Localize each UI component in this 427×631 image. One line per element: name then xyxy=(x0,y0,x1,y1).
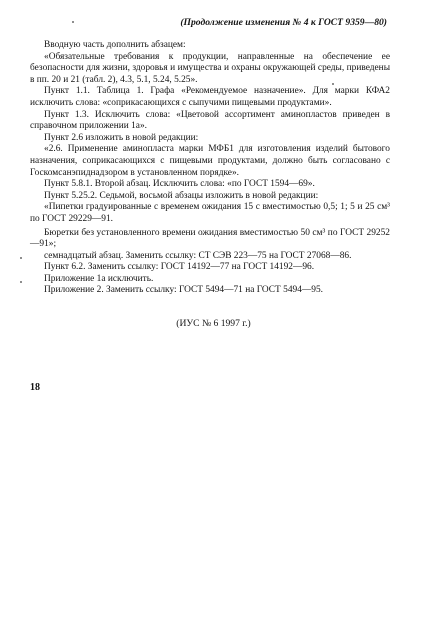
scan-speck xyxy=(332,83,334,85)
amendment-text xyxy=(30,40,390,297)
paragraph-safety-requirements: «Обязательные требования к продукции, направленные на обеспечение ее безопасности для жизни, здоровья и имущества и охраны окружающей среды, приведены в пп. 20 и 21 (табл. 2), 4.3, 5.1, 5.24, 5.25». xyxy=(30,51,390,85)
scan-speck xyxy=(20,257,22,259)
running-header: (Продолжение изменения № 4 к ГОСТ 9359—80) xyxy=(180,17,387,28)
paragraph-item-2-6-text: «2.6. Применение аминопласта марки МФБ1 для изготовления изделий бытового назначения, соприкасающихся с пищевыми продуктами, должно быть согласовано с Госкомсанэпиднадзором в установленном порядке». xyxy=(30,144,390,178)
paragraph-appendix-1a: Приложение 1а исключить. xyxy=(44,273,154,284)
paragraph-item-1-3: Пункт 1.3. Исключить слова: «Цветовой ассортимент аминопластов приведен в справочном приложении 1а». xyxy=(30,109,390,132)
scan-speck xyxy=(72,21,74,23)
paragraph-item-5-25-2: Пункт 5.25.2. Седьмой, восьмой абзацы изложить в новой редакции: xyxy=(44,190,319,201)
paragraph-seventeenth: семнадцатый абзац. Заменить ссылку: СТ СЭВ 223—75 на ГОСТ 27068—86. xyxy=(44,250,352,261)
paragraph-item-2-6: Пункт 2.6 изложить в новой редакции: xyxy=(44,132,199,143)
paragraph-item-5-8-1: Пункт 5.8.1. Второй абзац. Исключить слова: «по ГОСТ 1594—69». xyxy=(44,179,315,190)
scan-speck xyxy=(20,281,22,283)
paragraph-item-1-1: Пункт 1.1. Таблица 1. Графа «Рекомендуемое назначение». Для марки КФА2 исключить слова: «соприкасающихся с сыпучими пищевыми продуктами». xyxy=(30,86,390,108)
page-number: 18 xyxy=(30,382,40,393)
publication-reference: (ИУС № 6 1997 г.) xyxy=(176,318,251,329)
paragraph-burettes: Бюретки без установленного времени ожидания вместимостью 50 см³ по ГОСТ 29252—91»; xyxy=(30,227,390,250)
paragraph-intro: Вводную часть дополнить абзацем: xyxy=(44,40,186,50)
paragraph-appendix-2: Приложение 2. Заменить ссылку: ГОСТ 5494—71 на ГОСТ 5494—95. xyxy=(44,285,323,296)
paragraph-item-6-2: Пункт 6.2. Заменить ссылку: ГОСТ 14192—77 на ГОСТ 14192—96. xyxy=(44,262,315,273)
paragraph-pipettes: «Пипетки градуированные с временем ожидания 15 с вместимостью 0,5; 1; 5 и 25 см³ по ГОСТ 29229—91. xyxy=(30,202,390,224)
